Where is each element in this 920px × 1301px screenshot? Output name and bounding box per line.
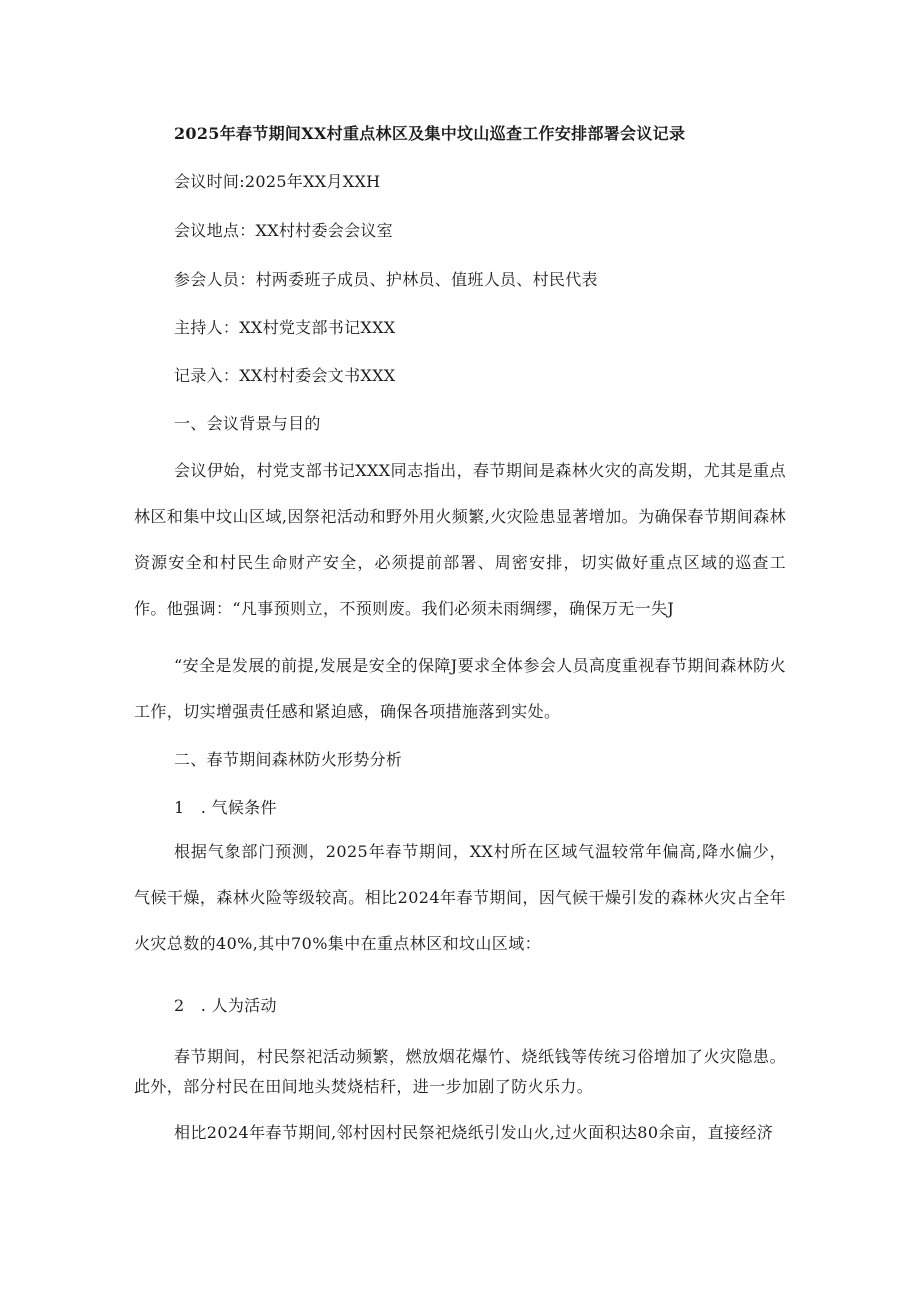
host: 主持人：XX村党支部书记XXX xyxy=(174,318,396,337)
section1-heading: 一、会议背景与目的 xyxy=(174,414,321,433)
section2-heading: 二、春节期间森林防火形势分析 xyxy=(174,750,403,769)
section1-paragraph-1: 会议伊始，村党支部书记XXX同志指出，春节期间是森林火灾的高发期，尤其是重点林区和集中坟山区域,因祭祀活动和野外用火频繁,火灾险患显著增加。为确保春节期间森林资源安全和村民生命财产安全，必须提前部署、周密安排，切实做好重点区域的巡查工作。他强调：“凡事预则立，不预则废。我们必须未雨绸缪，确保万无一失J xyxy=(134,461,786,618)
subsection2-paragraph: 春节期间，村民祭祀活动频繁，燃放烟花爆竹、烧纸钱等传统习俗增加了火灾隐患。此外，部分村民在田间地头焚烧桔秆，进一步加剧了防火乐力。 xyxy=(134,1047,786,1096)
attendees: 参会人员：村两委班子成员、护林员、值班人员、村民代表 xyxy=(174,270,598,289)
subsection2-paragraph-2: 相比2024年春节期间,邻村因村民祭祀烧纸引发山火,过火面积达80余亩，直接经济 xyxy=(174,1123,774,1142)
subsection2-heading: 2 . 人为活动 xyxy=(174,996,277,1015)
meeting-place: 会议地点：XX村村委会会议室 xyxy=(174,221,393,240)
subsection1-paragraph: 根据气象部门预测，2025年春节期间，XX村所在区域气温较常年偏高,降水偏少，气候干燥，森林火险等级较高。相比2024年春节期间，因气候干燥引发的森林火灾占全年火灾总数的40%,其中70%集中在重点林区和坟山区域： xyxy=(134,842,786,953)
meeting-time: 会议时间:2025年XX月XXH xyxy=(174,172,381,191)
document-title: 2025年春节期间XX村重点林区及集中坟山巡查工作安排部署会议记录 xyxy=(174,124,686,143)
subsection1-heading: 1 . 气候条件 xyxy=(174,798,277,817)
recorder: 记录入：XX村村委会文书XXX xyxy=(174,366,396,385)
section1-paragraph-2: “安全是发展的前提,发展是安全的保障J要求全体参会人员高度重视春节期间森林防火工作，切实增强责任感和紧迫感，确保各项措施落到实处。 xyxy=(134,656,786,721)
